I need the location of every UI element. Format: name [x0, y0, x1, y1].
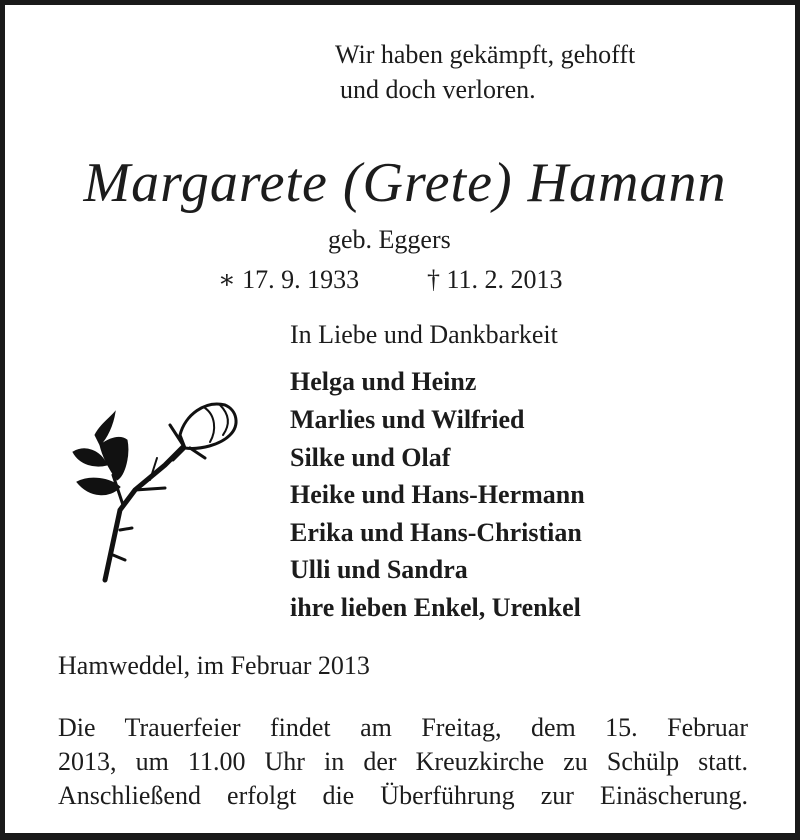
death-date: † 11. 2. 2013 [427, 265, 563, 294]
mourner: Ulli und Sandra [290, 555, 468, 584]
deceased-name: Margarete (Grete) Hamann [83, 152, 727, 214]
mourner: Silke und Olaf [290, 443, 451, 472]
intro-line: In Liebe und Dankbarkeit [290, 320, 558, 349]
maiden-name: geb. Eggers [328, 225, 451, 254]
mourner: Erika und Hans-Christian [290, 518, 582, 547]
motto-line: und doch verloren. [340, 75, 536, 104]
birth-date: ∗ 17. 9. 1933 [218, 265, 360, 294]
obituary-notice [5, 5, 795, 833]
funeral-line: 2013, um 11.00 Uhr in der Kreuzkirche zu Schülp statt. [58, 747, 748, 776]
mourner: Helga und Heinz [290, 367, 477, 396]
mourner: Heike und Hans-Hermann [290, 480, 585, 509]
funeral-info [58, 711, 748, 813]
funeral-line: Die Trauerfeier findet am Freitag, dem 15. Februar [58, 713, 748, 742]
funeral-line: Anschließend erfolgt die Überführung zur Einäscherung. [58, 781, 748, 810]
motto-line: Wir haben gekämpft, gehofft [335, 40, 636, 69]
rose-icon [65, 390, 245, 585]
mourner: ihre lieben Enkel, Urenkel [290, 593, 581, 622]
place-date: Hamweddel, im Februar 2013 [58, 651, 370, 680]
mourner: Marlies und Wilfried [290, 405, 525, 434]
